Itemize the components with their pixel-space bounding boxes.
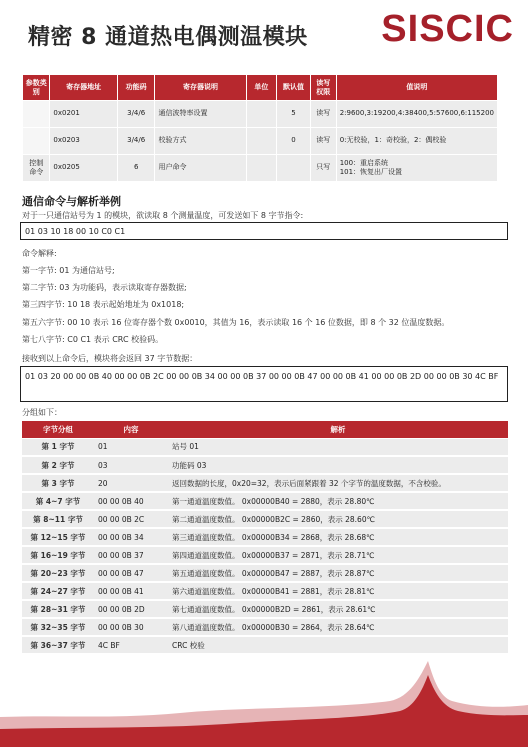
example-intro: 对于一只通信站号为 1 的模块，欲读取 8 个测量温度，可发送如下 8 字节指令:: [22, 211, 304, 220]
register-table-header: [23, 75, 498, 101]
value-line: 101：恢复出厂设置: [339, 168, 403, 176]
table-row: [22, 438, 508, 456]
value-cell: 2:9600,3:19200,4:38400,5:57600,6:115200: [336, 101, 497, 128]
col-rw: 读写权限: [310, 75, 336, 101]
table-row: [23, 155, 498, 182]
content-cell: 20: [94, 474, 168, 492]
document-title: 精密 8 通道热电偶测温模块: [28, 25, 308, 50]
receive-intro: 接收到以上命令后，模块将会返回 37 字节数据：: [22, 354, 198, 363]
col-default: 默认值: [277, 75, 311, 101]
value-cell: 0:无校验，1：奇校验，2：偶校验: [336, 128, 497, 155]
content-cell: 00 00 0B 37: [94, 546, 168, 564]
default-cell: 0: [277, 128, 311, 155]
parse-cell: 第六通道温度数值。 0x00000B41 = 2881，表示 28.81℃: [168, 582, 508, 600]
content-cell: 00 00 0B 40: [94, 492, 168, 510]
parse-cell: 功能码 03: [168, 456, 508, 474]
col-content: 内容: [94, 421, 168, 438]
explain-line: 第二字节: 03 为功能码，表示读取寄存器数据;: [22, 283, 187, 292]
group-cell: 第 28~31 字节: [22, 600, 94, 618]
group-cell: 第 2 字节: [22, 456, 94, 474]
category-cell: [23, 101, 50, 128]
content-cell: 00 00 0B 30: [94, 618, 168, 636]
col-group: 字节分组: [22, 421, 94, 438]
address-cell: 0x0205: [50, 155, 117, 182]
address-cell: 0x0203: [50, 128, 117, 155]
unit-cell: [246, 101, 276, 128]
parse-cell: 站号 01: [168, 438, 508, 456]
rw-cell: 只写: [310, 155, 336, 182]
explain-line: 第五六字节: 00 10 表示 16 位寄存器个数 0x0010，其值为 16，表示读取 16 个 16 位数据，即 8 个 32 位温度数据。: [22, 318, 450, 327]
unit-cell: [246, 128, 276, 155]
unit-cell: [246, 155, 276, 182]
group-cell: 第 1 字节: [22, 438, 94, 456]
parse-cell: 第二通道温度数值。 0x00000B2C = 2860，表示 28.60℃: [168, 510, 508, 528]
col-func: 功能码: [117, 75, 155, 101]
col-parse: 解析: [168, 421, 508, 438]
col-desc: 寄存器说明: [155, 75, 246, 101]
group-cell: 第 8~11 字节: [22, 510, 94, 528]
category-cell: [23, 128, 50, 155]
group-cell: 第 4~7 字节: [22, 492, 94, 510]
explain-title: 命令解释:: [22, 249, 57, 258]
func-cell: 3/4/6: [117, 128, 155, 155]
parse-cell: 第五通道温度数值。 0x00000B47 = 2887，表示 28.87℃: [168, 564, 508, 582]
group-cell: 第 24~27 字节: [22, 582, 94, 600]
section-heading: 通信命令与解析举例: [22, 195, 121, 208]
table-row: [22, 528, 508, 546]
command-box: 01 03 10 18 00 10 C0 C1: [20, 222, 508, 240]
table-row: [22, 474, 508, 492]
table-row: [23, 101, 498, 128]
group-cell: 第 20~23 字节: [22, 564, 94, 582]
response-box: 01 03 20 00 00 0B 40 00 00 0B 2C 00 00 0B 34 00 00 0B 37 00 00 0B 47 00 00 0B 41 00 00 0B 2D 00 00 0B 30 4C BF: [20, 366, 508, 402]
explain-line: 第七八字节: C0 C1 表示 CRC 校验码。: [22, 335, 164, 344]
brand-logo: SISCIC: [381, 8, 514, 50]
col-category: 参数类别: [23, 75, 50, 101]
rw-cell: 读写: [310, 128, 336, 155]
footer-wave-graphic: [0, 657, 528, 747]
table-row: [22, 600, 508, 618]
byte-table: [22, 421, 508, 655]
group-title: 分组如下：: [22, 408, 62, 417]
explain-line: 第一字节: 01 为通信站号;: [22, 266, 115, 275]
explain-line: 第三四字节: 10 18 表示起始地址为 0x1018;: [22, 300, 185, 309]
table-row: [23, 128, 498, 155]
register-table: [22, 74, 498, 182]
byte-table-header: [22, 421, 508, 438]
desc-cell: 用户命令: [155, 155, 246, 182]
content-cell: 4C BF: [94, 636, 168, 654]
parse-cell: CRC 校验: [168, 636, 508, 654]
col-address: 寄存器地址: [50, 75, 117, 101]
group-cell: 第 3 字节: [22, 474, 94, 492]
parse-cell: 返回数据的长度，0x20=32，表示后面紧跟着 32 个字节的温度数据，不含校验。: [168, 474, 508, 492]
func-cell: 6: [117, 155, 155, 182]
table-row: [22, 582, 508, 600]
page-header: [0, 0, 528, 66]
address-cell: 0x0201: [50, 101, 117, 128]
content-cell: 00 00 0B 2C: [94, 510, 168, 528]
content-cell: 01: [94, 438, 168, 456]
group-cell: 第 16~19 字节: [22, 546, 94, 564]
parse-cell: 第一通道温度数值。 0x00000B40 = 2880，表示 28.80℃: [168, 492, 508, 510]
parse-cell: 第三通道温度数值。 0x00000B34 = 2868，表示 28.68℃: [168, 528, 508, 546]
table-row: [22, 618, 508, 636]
col-unit: 单位: [246, 75, 276, 101]
table-row: [22, 456, 508, 474]
content-cell: 00 00 0B 34: [94, 528, 168, 546]
parse-cell: 第四通道温度数值。 0x00000B37 = 2871，表示 28.71℃: [168, 546, 508, 564]
value-cell: [336, 155, 497, 182]
value-line: 100：重启系统: [339, 158, 389, 167]
parse-cell: 第八通道温度数值。 0x00000B30 = 2864，表示 28.64℃: [168, 618, 508, 636]
category-cell: 控制命令: [23, 155, 50, 182]
table-row: [22, 636, 508, 654]
table-row: [22, 492, 508, 510]
desc-cell: 校验方式: [155, 128, 246, 155]
content-cell: 00 00 0B 47: [94, 564, 168, 582]
content-cell: 00 00 0B 2D: [94, 600, 168, 618]
table-row: [22, 564, 508, 582]
default-cell: 5: [277, 101, 311, 128]
default-cell: [277, 155, 311, 182]
table-row: [22, 546, 508, 564]
rw-cell: 读写: [310, 101, 336, 128]
content-cell: 00 00 0B 41: [94, 582, 168, 600]
parse-cell: 第七通道温度数值。 0x00000B2D = 2861，表示 28.61℃: [168, 600, 508, 618]
group-cell: 第 12~15 字节: [22, 528, 94, 546]
group-cell: 第 32~35 字节: [22, 618, 94, 636]
func-cell: 3/4/6: [117, 101, 155, 128]
desc-cell: 通信波特率设置: [155, 101, 246, 128]
group-cell: 第 36~37 字节: [22, 636, 94, 654]
table-row: [22, 510, 508, 528]
col-value: 值说明: [336, 75, 497, 101]
content-cell: 03: [94, 456, 168, 474]
